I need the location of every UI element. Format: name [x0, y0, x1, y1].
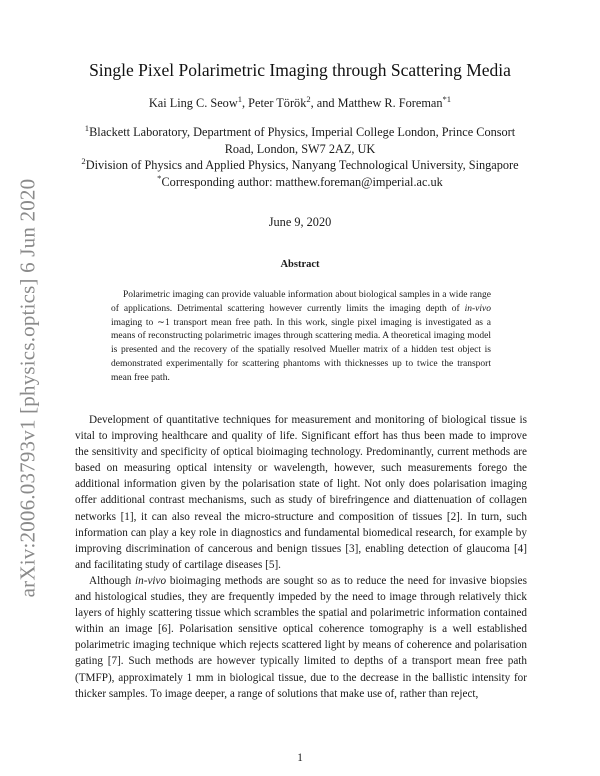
author-name: Matthew R. Foreman — [337, 96, 443, 110]
affiliation-1 — [70, 124, 530, 158]
corresponding-author — [70, 174, 530, 191]
affiliation-text: Blackett Laboratory, Department of Physics, Imperial College London, Prince Consort — [89, 125, 516, 139]
abstract-text — [111, 289, 491, 386]
author-separator: , — [242, 96, 249, 110]
abstract-part: Polarimetric imaging can provide valuable information about biological samples in a wide range of applications. Detrimental scattering however currently limits the imaging depth of — [111, 290, 491, 314]
abstract-italic: in-vivo — [464, 303, 491, 314]
abstract-heading: Abstract — [280, 259, 320, 270]
affiliation-mark: 1 — [84, 122, 90, 133]
paper-title: Single Pixel Polarimetric Imaging through Scattering Media — [89, 60, 511, 80]
author-affiliation-mark: 1 — [237, 93, 243, 104]
arxiv-identifier: arXiv:2006.03793v1 [physics.optics] 6 Jun 2020 — [15, 178, 40, 598]
affiliation-text: Road, London, SW7 2AZ, UK — [224, 142, 376, 156]
author-name: Peter Török — [248, 96, 307, 110]
author-separator: , and — [310, 96, 338, 110]
body-paragraph-1: Development of quantitative techniques for measurement and monitoring of biological tissue is vital to improving healthcare and quality of life. Significant effort has thus been made to improve the sensitivity and specificity of optical bioimaging technology. Predominantly, current methods are based on measuring optical intensity or wavelength, however, such measurements forego the additional information given by the polarisation state of light. Not only does polarisation imaging offer additional contrast mechanisms, such as study of birefringence and diattenuation of collagen networks [1], it can also reveal the micro-structure and composition of tissues [2]. In turn, such information can play a key role in diagnostics and fundamental biomedical research, for example by improving discrimination of cancerous and benign tissues [3], enabling detection of glaucoma [4] and facilitating study of cartilage diseases [5]. — [75, 414, 527, 571]
body-part: bioimaging methods are sought so as to reduce the need for invasive biopsies and histological studies, they are frequently impeded by the need to image through relatively thick layers of highly scattering tissue which scrambles the spatial and polarimetric information contained within an image [6]. Polarisation sensitive optical coherence tomography is a well established polarimetric imaging technique which rejects scattered light by means of coherence and polarisation gating [7]. Such methods are however typically limited to depths of a transport mean free path (TMFP), approximately 1 mm in biological tissue, due to the decrease in the ballistic intensity for thicker samples. To image deeper, a range of solutions that make use of, rather than reject, — [75, 574, 527, 700]
body-part: Although — [89, 574, 136, 587]
body-italic: in-vivo — [135, 574, 167, 587]
page-number: 1 — [297, 752, 303, 764]
corresponding-email: Corresponding author: matthew.foreman@imperial.ac.uk — [161, 175, 443, 189]
affiliation-mark: 2 — [81, 155, 86, 166]
author-affiliation-mark: 2 — [306, 93, 311, 104]
body-paragraph-2 — [75, 573, 527, 702]
author-affiliation-mark: *1 — [442, 93, 452, 104]
author-list — [60, 93, 540, 111]
publication-date: June 9, 2020 — [268, 215, 332, 229]
affiliation-text: Division of Physics and Applied Physics, Nanyang Technological University, Singapore — [85, 158, 519, 172]
affiliation-2 — [70, 157, 530, 174]
abstract-part: imaging to ∼1 transport mean free path. In this work, single pixel imaging is investigated as a means of reconstructing polarimetric images through scattering media. A theoretical imaging model is presented and the recovery of the spatially resolved Mueller matrix of a hidden test object is demonstrated experimentally for scattering phantoms with thicknesses up to twice the transport mean free path. — [111, 317, 491, 383]
corresponding-mark: * — [157, 172, 162, 183]
body-text — [75, 412, 527, 702]
author-name: Kai Ling C. Seow — [148, 96, 238, 110]
